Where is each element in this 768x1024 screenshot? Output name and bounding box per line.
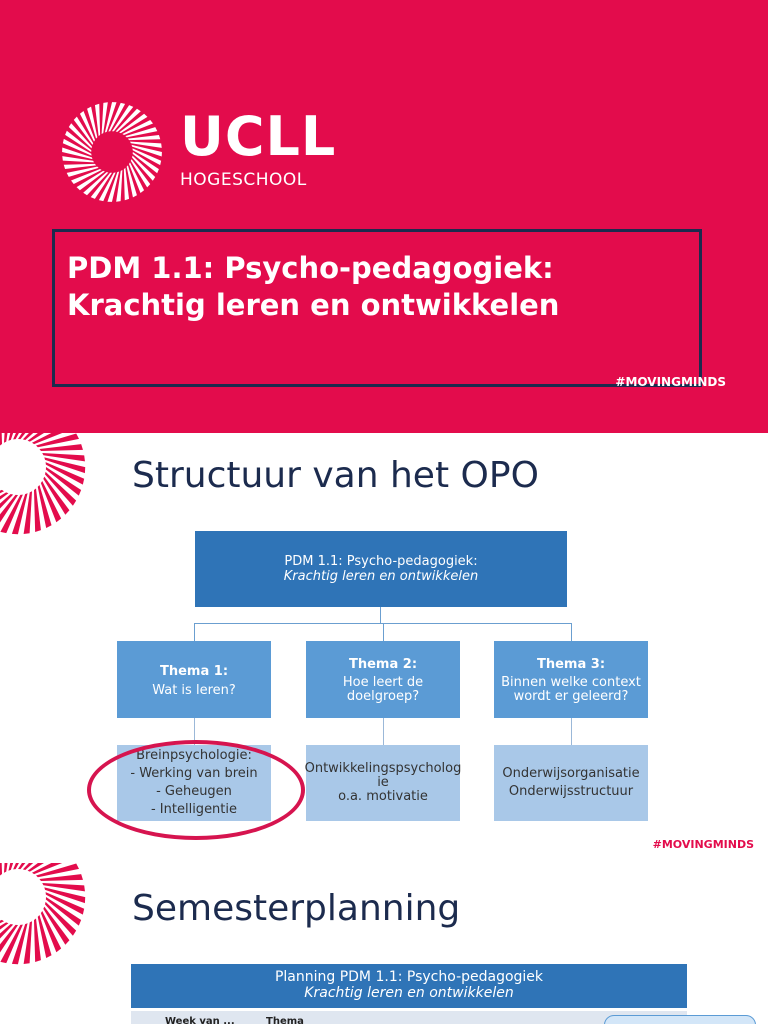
presentation-title bbox=[67, 250, 559, 324]
theme-heading: Thema 2: bbox=[348, 657, 418, 672]
title-slide bbox=[0, 0, 768, 433]
corner-sunburst-icon bbox=[0, 863, 88, 967]
theme-2-node bbox=[306, 641, 460, 718]
subtopic-line: - Intelligentie bbox=[150, 802, 238, 817]
root-node bbox=[195, 531, 567, 607]
note-box bbox=[604, 1015, 756, 1024]
table-title-line-1: Planning PDM 1.1: Psycho-pedagogiek bbox=[274, 969, 544, 985]
subtopic-line: Onderwijsstructuur bbox=[508, 784, 634, 799]
theme-1-node bbox=[117, 641, 271, 718]
column-header: Thema bbox=[266, 1016, 304, 1024]
theme-text: Hoe leert de doelgroep? bbox=[342, 675, 424, 704]
subtopic-3-node bbox=[494, 745, 648, 821]
connector bbox=[194, 623, 195, 641]
structure-slide bbox=[0, 433, 768, 863]
theme-text: Binnen welke context wordt er geleerd? bbox=[501, 675, 641, 704]
subtopic-line: ie bbox=[377, 775, 389, 790]
corner-sunburst-icon bbox=[0, 433, 88, 537]
title-line-1: PDM 1.1: Psycho-pedagogiek: bbox=[67, 251, 554, 285]
subtopic-line: Onderwijsorganisatie bbox=[502, 766, 640, 781]
title-box bbox=[52, 229, 702, 387]
connector bbox=[383, 718, 384, 745]
subtopic-line: - Geheugen bbox=[156, 784, 232, 799]
table-title-line-2: Krachtig leren en ontwikkelen bbox=[304, 985, 514, 1001]
connector bbox=[571, 623, 572, 641]
column-header: Week van ... bbox=[165, 1016, 235, 1024]
subtopic-line: - Werking van brein bbox=[130, 766, 258, 781]
hashtag: #MOVINGMINDS bbox=[652, 838, 754, 851]
planning-table-header bbox=[131, 964, 687, 1008]
ucll-logo bbox=[180, 105, 337, 190]
planning-slide bbox=[0, 863, 768, 1024]
logo-subtitle: HOGESCHOOL bbox=[180, 170, 307, 190]
root-line-1: PDM 1.1: Psycho-pedagogiek: bbox=[284, 554, 478, 569]
logo-name: UCLL bbox=[180, 105, 337, 168]
root-line-2: Krachtig leren en ontwikkelen bbox=[283, 569, 479, 584]
theme-3-node bbox=[494, 641, 648, 718]
ucll-sunburst-logo-icon bbox=[60, 100, 164, 204]
connector bbox=[380, 607, 381, 623]
theme-heading: Thema 1: bbox=[159, 663, 229, 679]
highlight-circle bbox=[87, 740, 305, 840]
subtopic-2-node bbox=[306, 745, 460, 821]
theme-heading: Thema 3: bbox=[536, 657, 606, 672]
subtopic-line: Ontwikkelingspsycholog bbox=[304, 761, 462, 776]
title-line-2: Krachtig leren en ontwikkelen bbox=[67, 288, 560, 322]
subtopic-line: Breinpsychologie: bbox=[136, 748, 252, 763]
hashtag: #MOVINGMINDS bbox=[615, 375, 726, 389]
slide-title: Semesterplanning bbox=[132, 888, 461, 929]
connector bbox=[571, 718, 572, 745]
slide-title: Structuur van het OPO bbox=[132, 455, 539, 496]
subtopic-line: o.a. motivatie bbox=[338, 789, 428, 804]
connector bbox=[383, 623, 384, 641]
theme-text: Wat is leren? bbox=[152, 682, 236, 698]
